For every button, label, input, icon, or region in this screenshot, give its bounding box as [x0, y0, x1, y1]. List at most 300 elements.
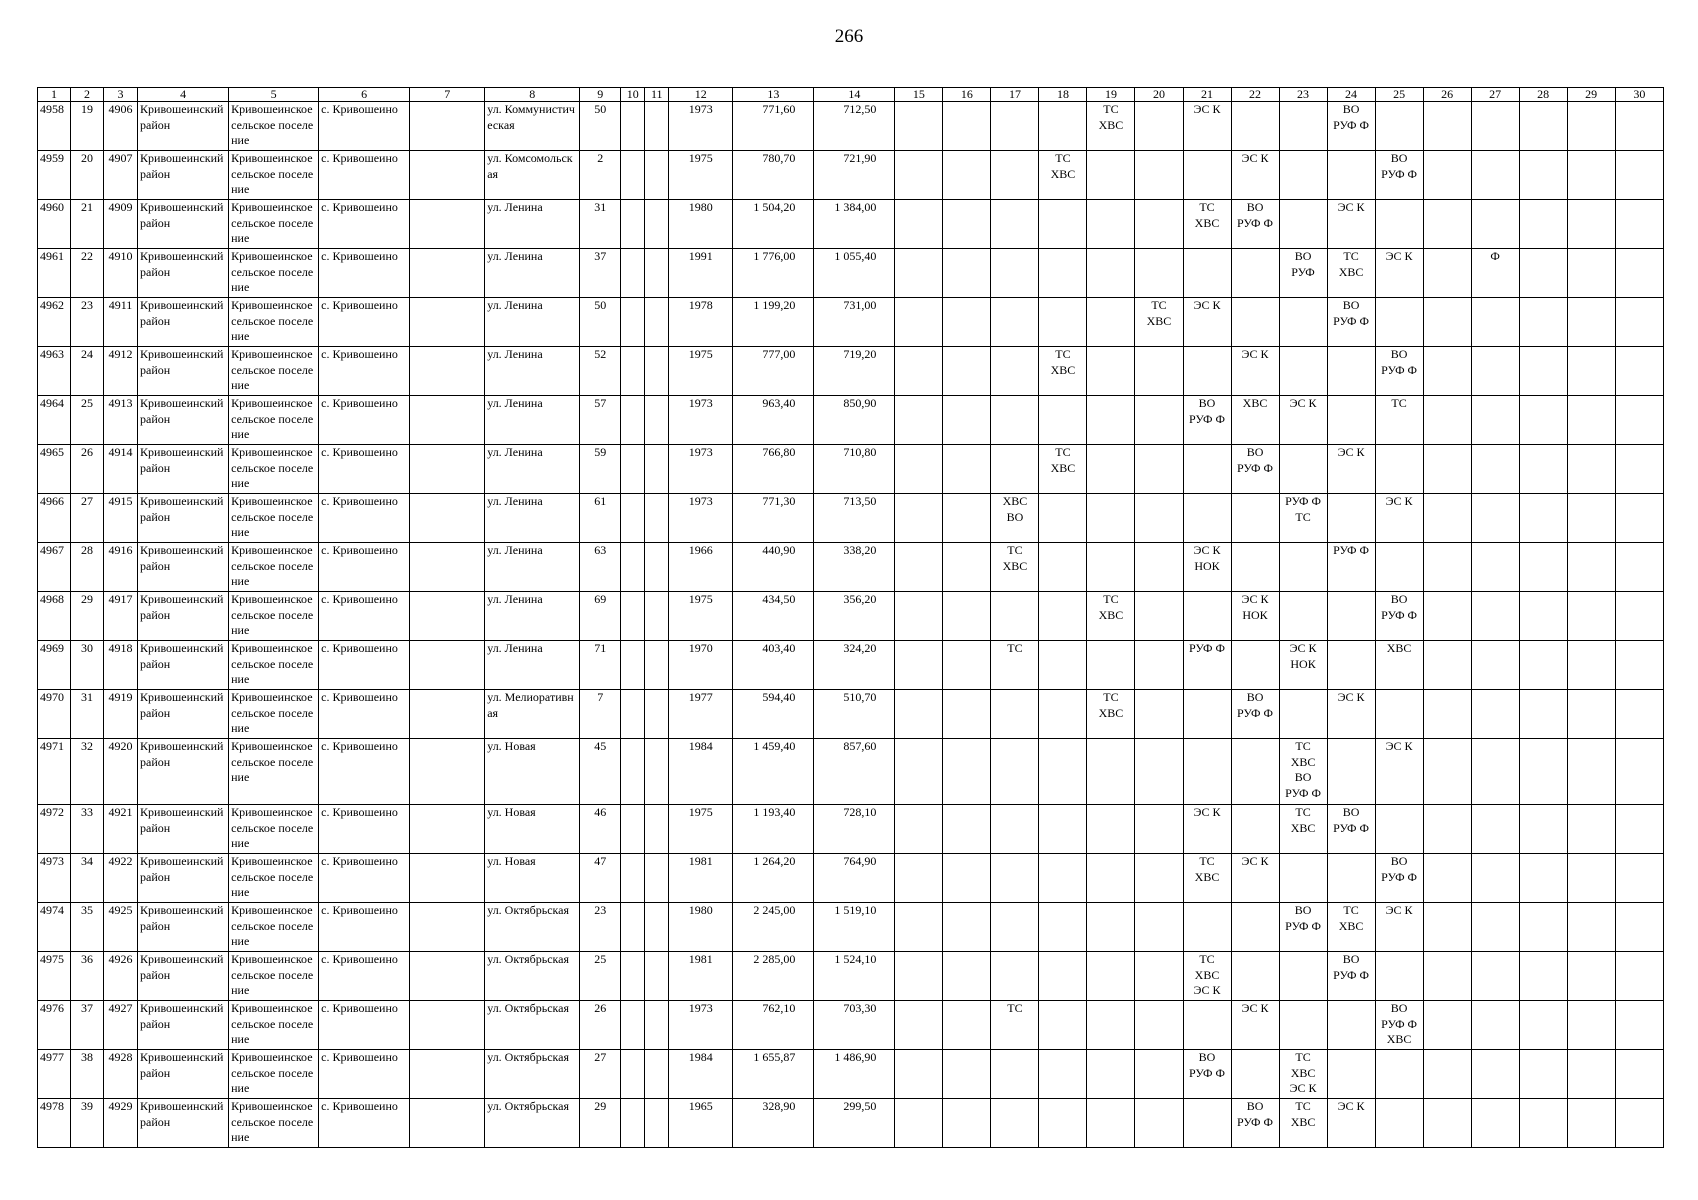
work-type-col-25: ТС — [1375, 396, 1423, 445]
work-type-col-17 — [991, 854, 1039, 903]
work-type-col-18 — [1039, 1050, 1087, 1099]
cell-line: ВО — [1246, 690, 1264, 704]
work-type-col-30 — [1615, 396, 1663, 445]
work-type-col-30 — [1615, 249, 1663, 298]
work-type-col-26 — [1423, 249, 1471, 298]
cell-line: ВО — [1294, 903, 1312, 917]
work-type-col-24 — [1327, 739, 1375, 805]
street: ул. Коммунистическая — [485, 102, 580, 151]
work-type-col-27 — [1471, 396, 1519, 445]
house-number: 47 — [580, 854, 621, 903]
row-index: 39 — [71, 1099, 104, 1148]
work-type-col-18 — [1039, 739, 1087, 805]
locality: с. Кривошеино — [319, 445, 410, 494]
col-11 — [645, 592, 669, 641]
house-number: 25 — [580, 952, 621, 1001]
table-row — [38, 445, 1664, 494]
work-type-col-30 — [1615, 952, 1663, 1001]
work-type-col-29 — [1567, 347, 1615, 396]
work-type-col-17: ТС — [991, 641, 1039, 690]
total-area: 2 245,00 — [733, 903, 814, 952]
district: Кривошеинский район — [138, 690, 229, 739]
cell-line: ХВС — [1194, 215, 1220, 230]
work-type-col-21 — [1183, 854, 1231, 903]
total-area: 1 193,40 — [733, 805, 814, 854]
cell-line: РУФ Ф — [1333, 313, 1370, 328]
work-type-col-22: ЭС К — [1231, 151, 1279, 200]
col-11 — [645, 151, 669, 200]
cell-line: ТС — [1199, 952, 1215, 966]
work-type-col-17 — [991, 690, 1039, 739]
work-type-col-30 — [1615, 298, 1663, 347]
work-type-col-22 — [1231, 494, 1279, 543]
total-area: 1 459,40 — [733, 739, 814, 805]
cell-line: ВО — [1390, 854, 1408, 868]
settlement: Кривошеинское сельское поселение — [229, 805, 319, 854]
col-10 — [621, 903, 645, 952]
row-index: 23 — [71, 298, 104, 347]
work-type-col-24: ЭС К — [1327, 1099, 1375, 1148]
row-index: 24 — [71, 347, 104, 396]
cell-line: РУФ Ф — [1381, 607, 1418, 622]
work-type-col-30 — [1615, 739, 1663, 805]
cell-line: РУФ Ф — [1237, 215, 1273, 230]
row-index: 19 — [71, 102, 104, 151]
work-type-col-29 — [1567, 903, 1615, 952]
work-type-col-20 — [1135, 592, 1183, 641]
house-number: 71 — [580, 641, 621, 690]
settlement: Кривошеинское сельское поселение — [229, 347, 319, 396]
column-header: 20 — [1135, 88, 1183, 102]
living-area: 713,50 — [814, 494, 895, 543]
work-type-col-18 — [1039, 690, 1087, 739]
work-type-col-16 — [943, 1001, 991, 1050]
row-index: 30 — [71, 641, 104, 690]
cell-line: РУФ Ф — [1381, 1016, 1418, 1031]
settlement: Кривошеинское сельское поселение — [229, 739, 319, 805]
col-10 — [621, 641, 645, 690]
living-area: 710,80 — [814, 445, 895, 494]
work-type-col-15 — [895, 952, 943, 1001]
locality: с. Кривошеино — [319, 249, 410, 298]
cell-line: ВО — [1294, 249, 1312, 263]
work-type-col-28 — [1519, 641, 1567, 690]
work-type-col-21 — [1183, 1099, 1231, 1148]
living-area: 356,20 — [814, 592, 895, 641]
housing-register-table — [37, 87, 1664, 1148]
cell-line: РУФ Ф — [1189, 411, 1225, 426]
work-type-col-28 — [1519, 903, 1567, 952]
table-row — [38, 151, 1664, 200]
year-built: 1991 — [669, 249, 733, 298]
year-built: 1984 — [669, 1050, 733, 1099]
cell-line: ХВС — [1290, 1114, 1316, 1129]
object-id: 4909 — [104, 200, 138, 249]
work-type-col-15 — [895, 690, 943, 739]
work-type-col-21 — [1183, 151, 1231, 200]
work-type-col-28 — [1519, 805, 1567, 854]
work-type-col-16 — [943, 249, 991, 298]
work-type-col-27 — [1471, 347, 1519, 396]
work-type-col-25 — [1375, 854, 1423, 903]
work-type-col-22: ЭС К — [1231, 854, 1279, 903]
col-7 — [410, 543, 485, 592]
record-number: 4972 — [38, 805, 71, 854]
living-area: 1 519,10 — [814, 903, 895, 952]
work-type-col-23: ЭС К — [1279, 396, 1327, 445]
cell-line: ХВС — [1194, 869, 1220, 884]
row-index: 35 — [71, 903, 104, 952]
cell-line: ТС — [1103, 592, 1119, 606]
work-type-col-17 — [991, 200, 1039, 249]
column-header: 26 — [1423, 88, 1471, 102]
cell-line: ХВС — [1386, 1032, 1412, 1046]
district: Кривошеинский район — [138, 396, 229, 445]
column-header: 19 — [1087, 88, 1135, 102]
total-area: 1 199,20 — [733, 298, 814, 347]
work-type-col-24: ЭС К — [1327, 200, 1375, 249]
year-built: 1981 — [669, 854, 733, 903]
work-type-col-20 — [1135, 102, 1183, 151]
col-10 — [621, 854, 645, 903]
cell-line: ХВС — [1290, 1065, 1316, 1080]
year-built: 1975 — [669, 592, 733, 641]
total-area: 780,70 — [733, 151, 814, 200]
object-id: 4929 — [104, 1099, 138, 1148]
work-type-col-30 — [1615, 151, 1663, 200]
work-type-col-19 — [1087, 151, 1135, 200]
work-type-col-28 — [1519, 200, 1567, 249]
work-type-col-15 — [895, 445, 943, 494]
work-type-col-20 — [1135, 396, 1183, 445]
record-number: 4969 — [38, 641, 71, 690]
column-header: 29 — [1567, 88, 1615, 102]
col-10 — [621, 151, 645, 200]
record-number: 4970 — [38, 690, 71, 739]
work-type-col-29 — [1567, 952, 1615, 1001]
row-index: 22 — [71, 249, 104, 298]
work-type-col-26 — [1423, 151, 1471, 200]
living-area: 703,30 — [814, 1001, 895, 1050]
work-type-col-26 — [1423, 298, 1471, 347]
col-7 — [410, 690, 485, 739]
work-type-col-19 — [1087, 1050, 1135, 1099]
work-type-col-25 — [1375, 952, 1423, 1001]
work-type-col-28 — [1519, 151, 1567, 200]
living-area: 299,50 — [814, 1099, 895, 1148]
row-index: 34 — [71, 854, 104, 903]
work-type-col-16 — [943, 102, 991, 151]
living-area: 731,00 — [814, 298, 895, 347]
table-row — [38, 298, 1664, 347]
column-header: 21 — [1183, 88, 1231, 102]
col-11 — [645, 445, 669, 494]
work-type-col-18 — [1039, 952, 1087, 1001]
object-id: 4914 — [104, 445, 138, 494]
work-type-col-23 — [1279, 805, 1327, 854]
work-type-col-17 — [991, 494, 1039, 543]
work-type-col-16 — [943, 592, 991, 641]
work-type-col-24 — [1327, 952, 1375, 1001]
work-type-col-29 — [1567, 854, 1615, 903]
work-type-col-17 — [991, 543, 1039, 592]
col-10 — [621, 1050, 645, 1099]
column-header: 1 — [38, 88, 71, 102]
row-index: 25 — [71, 396, 104, 445]
table-row — [38, 1050, 1664, 1099]
work-type-col-24 — [1327, 805, 1375, 854]
cell-line: ХВС — [1338, 918, 1364, 933]
work-type-col-20 — [1135, 854, 1183, 903]
work-type-col-24 — [1327, 249, 1375, 298]
work-type-col-20 — [1135, 952, 1183, 1001]
work-type-col-20 — [1135, 249, 1183, 298]
work-type-col-28 — [1519, 690, 1567, 739]
table-row — [38, 396, 1664, 445]
cell-line: ВО — [1246, 1099, 1264, 1113]
record-number: 4977 — [38, 1050, 71, 1099]
cell-line: ВО — [1390, 592, 1408, 606]
col-11 — [645, 1001, 669, 1050]
work-type-col-21 — [1183, 543, 1231, 592]
work-type-col-23 — [1279, 347, 1327, 396]
work-type-col-24 — [1327, 641, 1375, 690]
col-11 — [645, 854, 669, 903]
total-area: 440,90 — [733, 543, 814, 592]
work-type-col-28 — [1519, 1099, 1567, 1148]
street: ул. Октябрьская — [485, 1050, 580, 1099]
column-header: 14 — [814, 88, 895, 102]
col-10 — [621, 396, 645, 445]
col-7 — [410, 445, 485, 494]
row-index: 36 — [71, 952, 104, 1001]
total-area: 328,90 — [733, 1099, 814, 1148]
cell-line: ТС — [1199, 854, 1215, 868]
work-type-col-22: ХВС — [1231, 396, 1279, 445]
cell-line: НОК — [1194, 558, 1220, 573]
work-type-col-26 — [1423, 102, 1471, 151]
work-type-col-18 — [1039, 102, 1087, 151]
work-type-col-22: ЭС К — [1231, 347, 1279, 396]
cell-line: ТС — [1199, 200, 1215, 214]
col-7 — [410, 903, 485, 952]
work-type-col-19 — [1087, 494, 1135, 543]
cell-line: ТС — [1151, 298, 1167, 312]
work-type-col-21 — [1183, 200, 1231, 249]
total-area: 2 285,00 — [733, 952, 814, 1001]
district: Кривошеинский район — [138, 102, 229, 151]
work-type-col-19 — [1087, 739, 1135, 805]
work-type-col-18 — [1039, 543, 1087, 592]
work-type-col-18 — [1039, 151, 1087, 200]
work-type-col-16 — [943, 200, 991, 249]
work-type-col-22 — [1231, 739, 1279, 805]
district: Кривошеинский район — [138, 445, 229, 494]
work-type-col-17 — [991, 102, 1039, 151]
work-type-col-26 — [1423, 347, 1471, 396]
col-11 — [645, 396, 669, 445]
cell-line: ТС — [1103, 690, 1119, 704]
work-type-col-15 — [895, 200, 943, 249]
total-area: 777,00 — [733, 347, 814, 396]
work-type-col-23 — [1279, 592, 1327, 641]
work-type-col-28 — [1519, 298, 1567, 347]
work-type-col-18 — [1039, 347, 1087, 396]
work-type-col-20 — [1135, 1001, 1183, 1050]
table-row — [38, 543, 1664, 592]
object-id: 4912 — [104, 347, 138, 396]
object-id: 4917 — [104, 592, 138, 641]
cell-line: ВО — [1198, 1050, 1216, 1064]
house-number: 23 — [580, 903, 621, 952]
living-area: 764,90 — [814, 854, 895, 903]
cell-line: ЭС К — [1289, 1081, 1317, 1095]
work-type-col-15 — [895, 102, 943, 151]
work-type-col-24 — [1327, 151, 1375, 200]
locality: с. Кривошеино — [319, 1099, 410, 1148]
work-type-col-26 — [1423, 592, 1471, 641]
work-type-col-17 — [991, 903, 1039, 952]
row-index: 38 — [71, 1050, 104, 1099]
work-type-col-25 — [1375, 690, 1423, 739]
col-10 — [621, 690, 645, 739]
house-number: 31 — [580, 200, 621, 249]
work-type-col-30 — [1615, 494, 1663, 543]
work-type-col-16 — [943, 952, 991, 1001]
column-number-header — [38, 88, 1664, 102]
work-type-col-21 — [1183, 445, 1231, 494]
table-row — [38, 952, 1664, 1001]
work-type-col-25 — [1375, 298, 1423, 347]
total-area: 403,40 — [733, 641, 814, 690]
work-type-col-19 — [1087, 200, 1135, 249]
cell-line: ВО — [1342, 805, 1360, 819]
house-number: 57 — [580, 396, 621, 445]
work-type-col-19 — [1087, 249, 1135, 298]
work-type-col-28 — [1519, 952, 1567, 1001]
cell-line: ЭС К — [1193, 543, 1221, 557]
work-type-col-25: ХВС — [1375, 641, 1423, 690]
work-type-col-15 — [895, 396, 943, 445]
work-type-col-16 — [943, 854, 991, 903]
district: Кривошеинский район — [138, 641, 229, 690]
settlement: Кривошеинское сельское поселение — [229, 1001, 319, 1050]
living-area: 721,90 — [814, 151, 895, 200]
table-row — [38, 1099, 1664, 1148]
work-type-col-16 — [943, 903, 991, 952]
work-type-col-26 — [1423, 445, 1471, 494]
work-type-col-16 — [943, 151, 991, 200]
col-7 — [410, 1050, 485, 1099]
record-number: 4976 — [38, 1001, 71, 1050]
work-type-col-27 — [1471, 543, 1519, 592]
locality: с. Кривошеино — [319, 298, 410, 347]
record-number: 4975 — [38, 952, 71, 1001]
record-number: 4968 — [38, 592, 71, 641]
work-type-col-19 — [1087, 347, 1135, 396]
work-type-col-30 — [1615, 1099, 1663, 1148]
col-7 — [410, 396, 485, 445]
work-type-col-19 — [1087, 805, 1135, 854]
work-type-col-17 — [991, 592, 1039, 641]
object-id: 4913 — [104, 396, 138, 445]
column-header: 12 — [669, 88, 733, 102]
record-number: 4965 — [38, 445, 71, 494]
col-7 — [410, 1099, 485, 1148]
col-11 — [645, 903, 669, 952]
cell-line: ХВС — [1338, 264, 1364, 279]
cell-line: РУФ Ф — [1285, 918, 1322, 933]
cell-line: ВО — [1390, 1001, 1408, 1015]
work-type-col-28 — [1519, 249, 1567, 298]
cell-line: РУФ Ф — [1189, 1065, 1225, 1080]
work-type-col-20 — [1135, 298, 1183, 347]
work-type-col-18 — [1039, 592, 1087, 641]
district: Кривошеинский район — [138, 952, 229, 1001]
work-type-col-16 — [943, 690, 991, 739]
object-id: 4926 — [104, 952, 138, 1001]
year-built: 1975 — [669, 347, 733, 396]
cell-line: РУФ Ф — [1381, 869, 1418, 884]
work-type-col-25 — [1375, 1050, 1423, 1099]
cell-line: ХВС — [1290, 754, 1316, 769]
table-row — [38, 903, 1664, 952]
column-header: 16 — [943, 88, 991, 102]
col-10 — [621, 494, 645, 543]
record-number: 4966 — [38, 494, 71, 543]
settlement: Кривошеинское сельское поселение — [229, 543, 319, 592]
cell-line: ТС — [1007, 543, 1023, 557]
work-type-col-28 — [1519, 1001, 1567, 1050]
work-type-col-16 — [943, 347, 991, 396]
living-area: 712,50 — [814, 102, 895, 151]
work-type-col-20 — [1135, 494, 1183, 543]
work-type-col-21 — [1183, 903, 1231, 952]
work-type-col-26 — [1423, 494, 1471, 543]
object-id: 4907 — [104, 151, 138, 200]
work-type-col-23 — [1279, 200, 1327, 249]
work-type-col-23 — [1279, 102, 1327, 151]
work-type-col-19 — [1087, 854, 1135, 903]
district: Кривошеинский район — [138, 1050, 229, 1099]
record-number: 4962 — [38, 298, 71, 347]
column-header: 17 — [991, 88, 1039, 102]
work-type-col-26 — [1423, 641, 1471, 690]
district: Кривошеинский район — [138, 805, 229, 854]
work-type-col-15 — [895, 1001, 943, 1050]
object-id: 4918 — [104, 641, 138, 690]
record-number: 4958 — [38, 102, 71, 151]
table-row — [38, 102, 1664, 151]
work-type-col-30 — [1615, 347, 1663, 396]
cell-line: ТС — [1295, 1050, 1311, 1064]
work-type-col-23 — [1279, 249, 1327, 298]
living-area: 728,10 — [814, 805, 895, 854]
work-type-col-18 — [1039, 445, 1087, 494]
locality: с. Кривошеино — [319, 200, 410, 249]
work-type-col-23 — [1279, 298, 1327, 347]
work-type-col-26 — [1423, 952, 1471, 1001]
street: ул. Ленина — [485, 445, 580, 494]
work-type-col-26 — [1423, 805, 1471, 854]
street: ул. Октябрьская — [485, 952, 580, 1001]
locality: с. Кривошеино — [319, 854, 410, 903]
year-built: 1973 — [669, 1001, 733, 1050]
work-type-col-30 — [1615, 102, 1663, 151]
district: Кривошеинский район — [138, 298, 229, 347]
work-type-col-15 — [895, 854, 943, 903]
cell-line: ХВС — [1098, 705, 1124, 720]
